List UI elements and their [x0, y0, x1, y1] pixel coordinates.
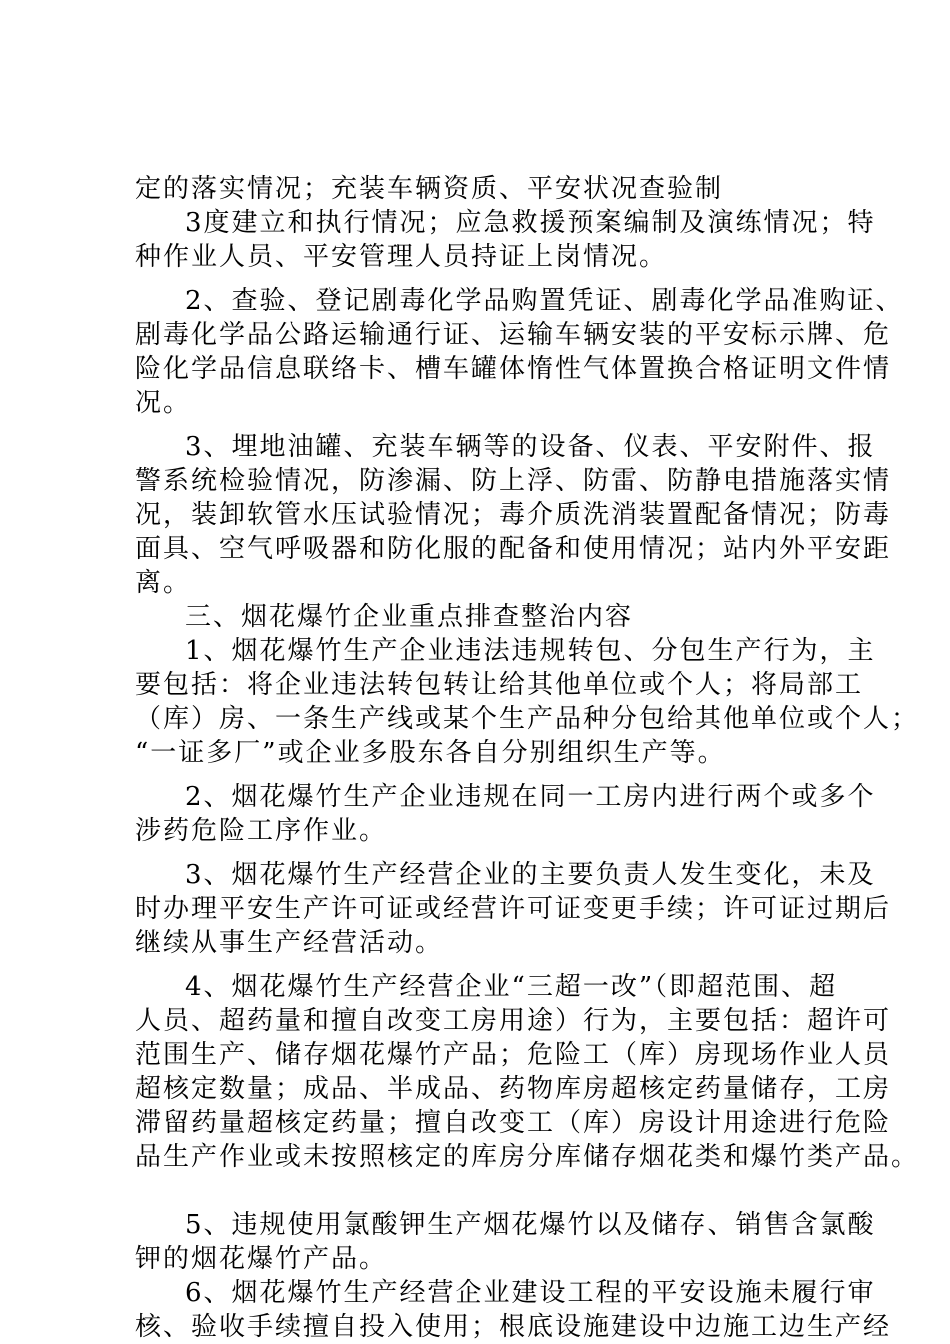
text-line: 继续从事生产经营活动。: [135, 928, 444, 958]
text-line: 况，装卸软管水压试验情况；毒介质洗消装置配备情况；防毒: [135, 500, 892, 530]
text-line: 要包括：将企业违法转包转让给其他单位或个人；将局部工: [135, 670, 864, 700]
text-line: 5、违规使用氯酸钾生产烟花爆竹以及储存、销售含氯酸: [185, 1210, 876, 1240]
text-line: 超核定数量；成品、半成品、药物库房超核定药量储存，工房: [135, 1074, 892, 1104]
text-line: 定的落实情况；充装车辆资质、平安状况查验制: [135, 174, 724, 204]
text-line: 钾的烟花爆竹产品。: [135, 1244, 388, 1274]
text-line: 涉药危险工序作业。: [135, 816, 388, 846]
text-line: 6、烟花爆竹生产经营企业建设工程的平安设施未履行审: [185, 1278, 876, 1308]
text-line: 2、查验、登记剧毒化学品购置凭证、剧毒化学品准购证、: [185, 286, 904, 316]
text-line: 种作业人员、平安管理人员持证上岗情况。: [135, 242, 668, 272]
text-line: 险化学品信息联络卡、槽车罐体惰性气体置换合格证明文件情: [135, 354, 892, 384]
text-line: 面具、空气呼吸器和防化服的配备和使用情况；站内外平安距: [135, 534, 892, 564]
text-line: 离。: [135, 568, 192, 598]
text-line: 3度建立和执行情况；应急救援预案编制及演练情况；特: [185, 208, 876, 238]
text-line: 范围生产、储存烟花爆竹产品；危险工（库）房现场作业人员: [135, 1040, 892, 1070]
text-line: 3、烟花爆竹生产经营企业的主要负责人发生变化，未及: [185, 860, 876, 890]
text-line: 核、验收手续擅自投入使用；根底设施建设中边施工边生产经: [135, 1312, 892, 1342]
text-line: 1、烟花爆竹生产企业违法违规转包、分包生产行为，主: [185, 636, 876, 666]
text-line: “一证多厂”或企业多股东各自分别组织生产等。: [135, 738, 726, 768]
text-line: 3、埋地油罐、充装车辆等的设备、仪表、平安附件、报: [185, 432, 876, 462]
text-line: 警系统检验情况，防渗漏、防上浮、防雷、防静电措施落实情: [135, 466, 892, 496]
text-line: 时办理平安生产许可证或经营许可证变更手续；许可证过期后: [135, 894, 892, 924]
section-heading: 三、烟花爆竹企业重点排查整治内容: [185, 602, 634, 632]
text-line: 况。: [135, 388, 192, 418]
text-line: 剧毒化学品公路运输通行证、运输车辆安装的平安标示牌、危: [135, 320, 892, 350]
text-line: 4、烟花爆竹生产经营企业“三超一改”（即超范围、超: [185, 972, 838, 1002]
text-line: 人员、超药量和擅自改变工房用途）行为，主要包括：超许可: [135, 1006, 892, 1036]
text-line: 滞留药量超核定药量；擅自改变工（库）房设计用途进行危险: [135, 1108, 892, 1138]
text-line: 2、烟花爆竹生产企业违规在同一工房内进行两个或多个: [185, 782, 876, 812]
text-line: （库）房、一条生产线或某个生产品种分包给其他单位或个人；: [135, 704, 920, 734]
text-line: 品生产作业或未按照核定的库房分库储存烟花类和爆竹类产品。: [135, 1142, 920, 1172]
